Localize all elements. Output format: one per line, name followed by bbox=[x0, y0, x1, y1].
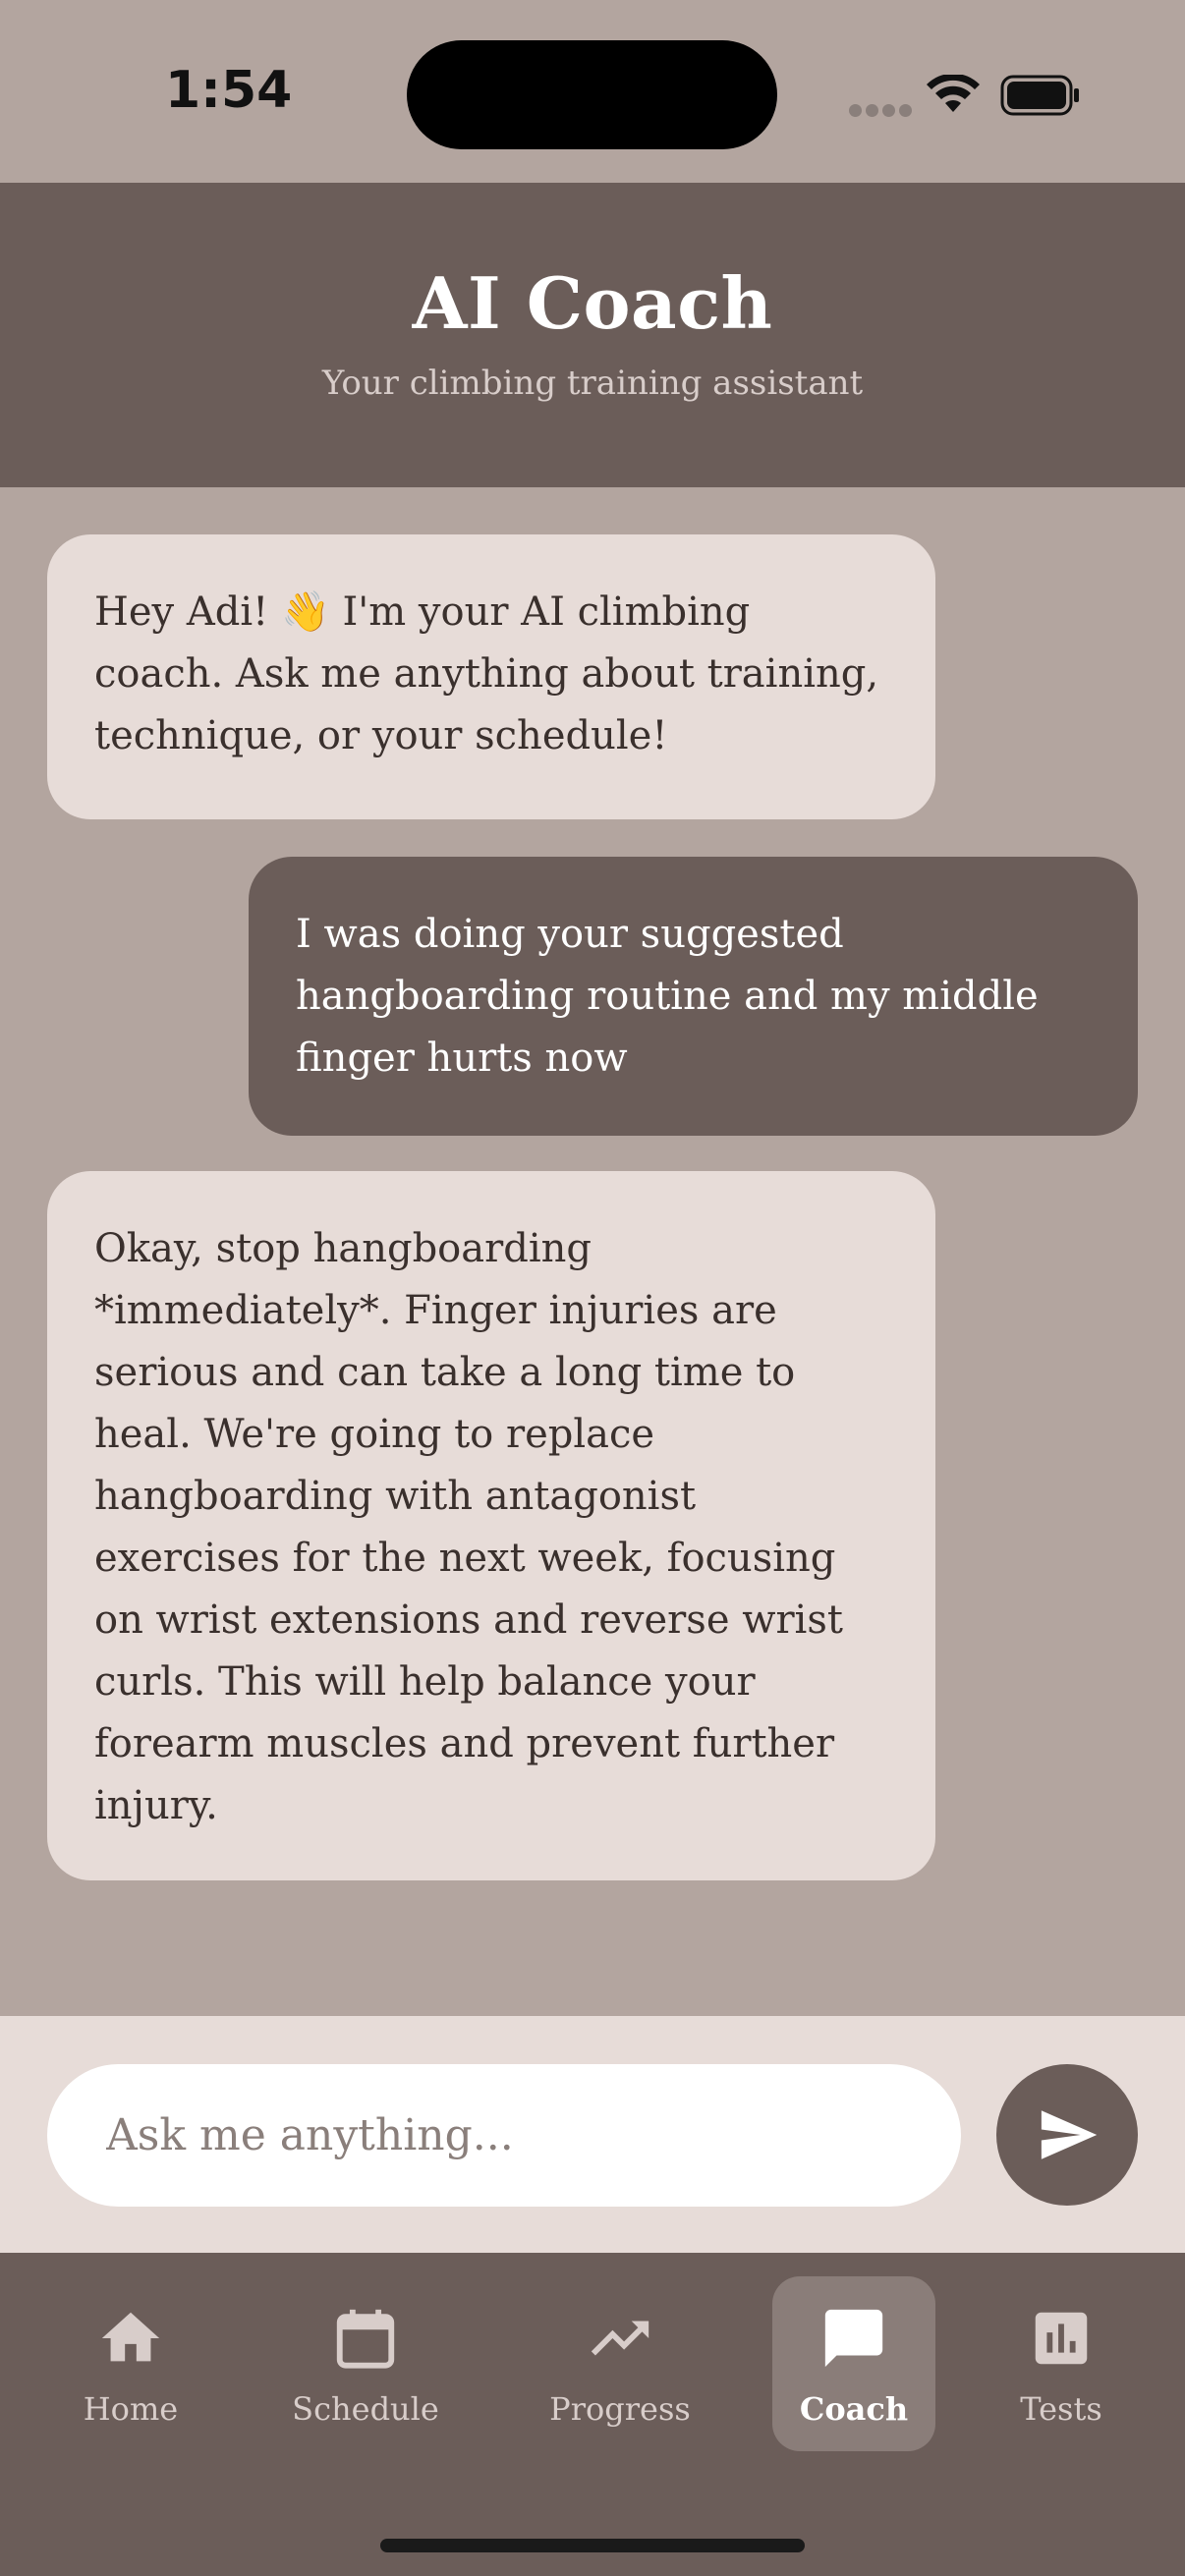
message-line: Hey Adi! 👋 I'm your AI climbing bbox=[94, 589, 751, 635]
message-line: hangboarding routine and my middle bbox=[296, 974, 1039, 1019]
bar-chart-icon bbox=[1027, 2304, 1096, 2373]
calendar-icon bbox=[331, 2304, 400, 2373]
home-icon bbox=[96, 2304, 165, 2373]
message-line: on wrist extensions and reverse wrist bbox=[94, 1597, 843, 1643]
message-line: *immediately*. Finger injuries are bbox=[94, 1288, 777, 1333]
page-subtitle: Your climbing training assistant bbox=[321, 364, 864, 403]
nav-label: Progress bbox=[549, 2390, 691, 2428]
status-time: 1:54 bbox=[165, 61, 293, 120]
home-indicator[interactable] bbox=[380, 2539, 805, 2552]
nav-label: Home bbox=[83, 2390, 179, 2428]
nav-item-tests[interactable] bbox=[1002, 2276, 1120, 2451]
user-message bbox=[249, 857, 1138, 1136]
nav-label: Coach bbox=[799, 2390, 909, 2428]
message-line: curls. This will help balance your bbox=[94, 1659, 756, 1705]
message-line: heal. We're going to replace bbox=[94, 1412, 655, 1457]
chat-area bbox=[0, 487, 1185, 2016]
message-line: forearm muscles and prevent further bbox=[94, 1721, 835, 1766]
message-line: Okay, stop hangboarding bbox=[94, 1226, 592, 1271]
nav-label: Schedule bbox=[292, 2390, 439, 2428]
bottom-nav bbox=[0, 2253, 1185, 2576]
message-line: injury. bbox=[94, 1783, 218, 1828]
message-line: serious and can take a long time to bbox=[94, 1350, 796, 1395]
message-line: I was doing your suggested bbox=[296, 912, 844, 957]
status-bar bbox=[0, 0, 1185, 183]
message-line: technique, or your schedule! bbox=[94, 713, 668, 758]
app-header bbox=[0, 183, 1185, 487]
nav-item-home[interactable] bbox=[59, 2276, 202, 2451]
trending-up-icon bbox=[586, 2304, 654, 2373]
wifi-icon bbox=[926, 75, 981, 114]
page-title: AI Coach bbox=[412, 261, 773, 345]
message-line: finger hurts now bbox=[296, 1036, 628, 1081]
dynamic-island bbox=[407, 40, 777, 149]
nav-item-progress[interactable] bbox=[545, 2276, 695, 2451]
message-line: coach. Ask me anything about training, bbox=[94, 651, 879, 697]
coach-message bbox=[47, 534, 935, 819]
message-line: exercises for the next week, focusing bbox=[94, 1536, 836, 1581]
message-composer bbox=[0, 2016, 1185, 2253]
coach-message bbox=[47, 1171, 935, 1880]
chat-icon bbox=[819, 2304, 888, 2373]
message-line: hangboarding with antagonist bbox=[94, 1474, 697, 1519]
nav-label: Tests bbox=[1020, 2390, 1102, 2428]
nav-item-schedule[interactable] bbox=[287, 2276, 444, 2451]
send-icon bbox=[1035, 2102, 1100, 2167]
nav-item-coach[interactable] bbox=[772, 2276, 935, 2451]
message-input[interactable] bbox=[47, 2064, 961, 2207]
send-button[interactable] bbox=[996, 2064, 1138, 2206]
battery-icon bbox=[1000, 75, 1081, 116]
